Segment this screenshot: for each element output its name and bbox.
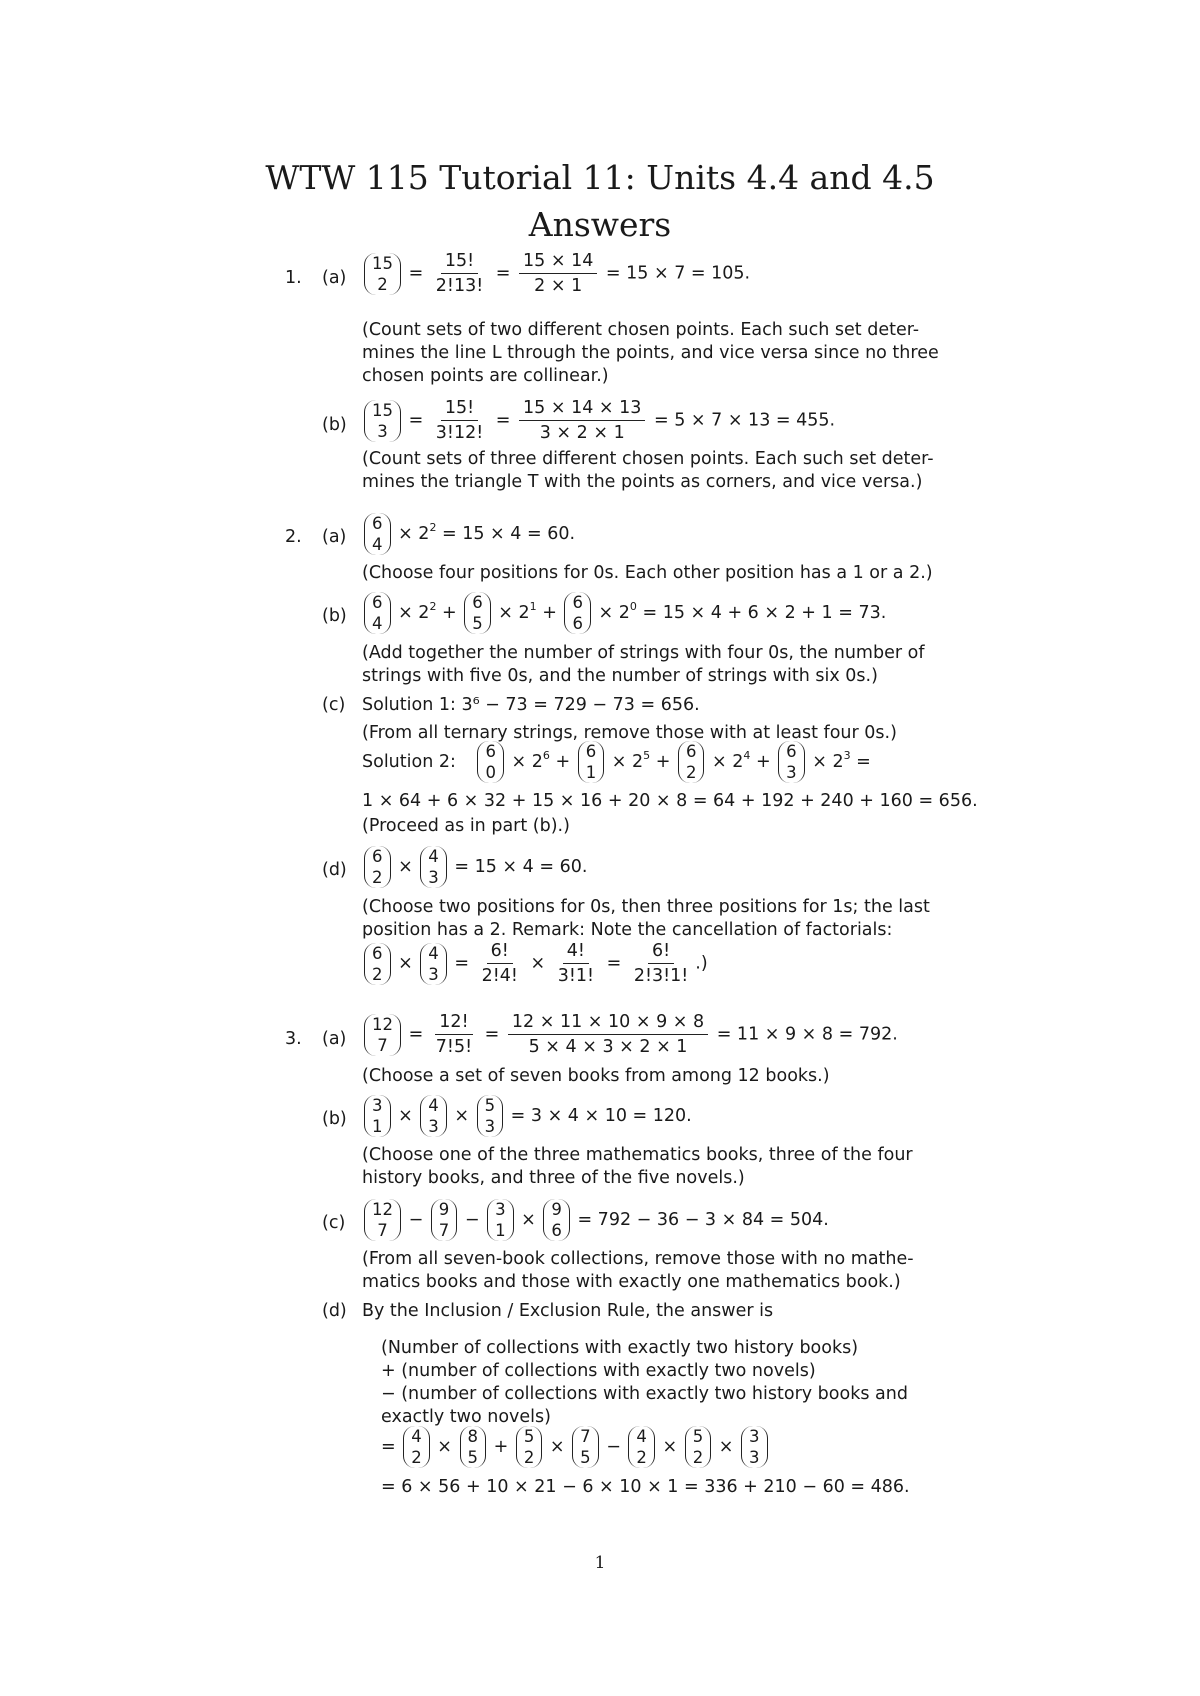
q3c-formula: 12 7 − 9 7 − 3 1 × 9 6 = 792 − 36 − 3 × 84 = 504. <box>362 1199 829 1241</box>
page-number: 1 <box>594 1553 606 1573</box>
binomial: 7 5 <box>572 1426 599 1468</box>
fraction: $\frac{4!}{3!1!}$ <box>557 941 595 986</box>
q1b-formula: 15 3 = $\frac{15!}{3!12!}$ = $\frac{15 \times 14 \times 13}{3 \times 2 \times 1}$ = 5 × 7 × 13 = 455. <box>362 397 835 444</box>
fraction: $\frac{15 \times 14 \times 13}{3 \times 2 \times 1}$ <box>519 397 645 444</box>
binomial: 8 5 <box>460 1426 487 1468</box>
binomial: 6 2 <box>364 943 391 985</box>
binomial: 3 1 <box>487 1199 514 1241</box>
fraction: $\frac{12!}{7!5!}$ <box>435 1012 473 1057</box>
binomial: 5 2 <box>685 1426 712 1468</box>
fraction: $\frac{15!}{3!12!}$ <box>435 398 484 443</box>
comment-line: (Count sets of two different chosen points. Each such set deter- <box>362 320 920 340</box>
solution-label: Solution 2: <box>362 752 456 772</box>
binomial: 6 1 <box>578 741 605 783</box>
binomial: 4 3 <box>420 943 447 985</box>
q1a-formula: 15 2 = $\frac{15!}{2!13!}$ = $\frac{15 \times 14}{2 \times 1}$ = 15 × 7 = 105. <box>362 250 750 297</box>
q2d-remark-formula: 6 2 × 4 3 = $\frac{6!}{2!4!}$ × $\frac{4!}{3!1!}$ = $\frac{6!}{2!3!1!}$ .) <box>362 940 708 987</box>
binomial: 12 7 <box>364 1014 401 1056</box>
binomial: 4 2 <box>628 1426 655 1468</box>
comment-line: (Proceed as in part (b).) <box>362 816 570 836</box>
q2d-formula: 6 2 × 4 3 = 15 × 4 = 60. <box>362 846 587 888</box>
derivation-line: − (number of collections with exactly two history books and <box>381 1384 908 1404</box>
binomial: 3 1 <box>364 1095 391 1137</box>
comment-line: (From all ternary strings, remove those with at least four 0s.) <box>362 723 897 743</box>
binomial: 9 6 <box>543 1199 570 1241</box>
binomial: 6 4 <box>364 513 391 555</box>
binomial: 6 5 <box>464 592 491 634</box>
binomial: 3 3 <box>741 1426 768 1468</box>
derivation-result: = 6 × 56 + 10 × 21 − 6 × 10 × 1 = 336 + 210 − 60 = 486. <box>381 1477 910 1497</box>
binomial: 6 0 <box>477 741 504 783</box>
comment-line: (Choose four positions for 0s. Each other position has a 1 or a 2.) <box>362 563 933 583</box>
derivation-line: exactly two novels) <box>381 1407 551 1427</box>
part-label: (b) <box>322 415 347 435</box>
fraction: $\frac{15!}{2!13!}$ <box>435 251 484 296</box>
derivation-line: (Number of collections with exactly two history books) <box>381 1338 859 1358</box>
binomial: 6 4 <box>364 592 391 634</box>
comment-line: history books, and three of the five novels.) <box>362 1168 745 1188</box>
binomial: 4 2 <box>403 1426 430 1468</box>
solution-line <box>362 693 700 717</box>
part-label: (a) <box>322 268 347 288</box>
part-label: (b) <box>322 1109 347 1129</box>
fraction: $\frac{6!}{2!4!}$ <box>481 941 518 986</box>
binomial: 12 7 <box>364 1199 401 1241</box>
binomial: 9 7 <box>431 1199 458 1241</box>
solution-label: Solution 1: <box>362 695 456 715</box>
binomial: 15 3 <box>364 400 401 442</box>
page-title: WTW 115 Tutorial 11: Units 4.4 and 4.5 <box>265 158 935 197</box>
binomial: 6 3 <box>778 741 805 783</box>
binomial: 4 3 <box>420 846 447 888</box>
comment-line: position has a 2. Remark: Note the cancellation of factorials: <box>362 920 893 940</box>
comment-line: strings with five 0s, and the number of strings with six 0s.) <box>362 666 878 686</box>
binomial: 5 2 <box>516 1426 543 1468</box>
binomial: 6 6 <box>564 592 591 634</box>
math-line: 1 × 64 + 6 × 32 + 15 × 16 + 20 × 8 = 64 + 192 + 240 + 160 = 656. <box>362 791 978 811</box>
comment-line: (Choose one of the three mathematics books, three of the four <box>362 1145 913 1165</box>
part-label: (d) <box>322 860 347 880</box>
page-subtitle: Answers <box>528 205 672 244</box>
binomial: 5 3 <box>477 1095 504 1137</box>
part-label: (b) <box>322 606 347 626</box>
part-label: (c) <box>322 1213 346 1233</box>
q2c-formula: Solution 2: 6 0 × $2^6$ + 6 1 × $2^5$ + 6 2 × $2^4$ + 6 3 × $2^3$ = <box>362 742 871 782</box>
comment-line: (Choose two positions for 0s, then three positions for 1s; the last <box>362 897 930 917</box>
fraction: $\frac{12 \times 11 \times 10 \times 9 \times 8}{5 \times 4 \times 3 \times 2 \times 1}$ <box>508 1011 708 1058</box>
comment-line: matics books and those with exactly one mathematics book.) <box>362 1272 901 1292</box>
binomial: 6 2 <box>364 846 391 888</box>
q3a-formula: 12 7 = $\frac{12!}{7!5!}$ = $\frac{12 \times 11 \times 10 \times 9 \times 8}{5 \times 4 \times 3 \times 2 \times 1}$ = 11 × 9 × 8 = 792. <box>362 1011 898 1058</box>
binomial: 4 3 <box>420 1095 447 1137</box>
q3d-formula: = 4 2 × 8 5 + 5 2 × 7 5 − 4 2 × 5 2 × 3 3 <box>381 1426 770 1468</box>
comment-line: mines the line L through the points, and vice versa since no three <box>362 343 939 363</box>
solution-expression: 3⁶ − 73 = 729 − 73 = 656. <box>461 695 700 715</box>
comment-line: (From all seven-book collections, remove those with no mathe- <box>362 1249 914 1269</box>
question-number: 1. <box>285 268 302 288</box>
question-number: 3. <box>285 1029 302 1049</box>
q2a-formula: 6 4 × $2^2 = 15 \times 4 = 60$. <box>362 513 575 555</box>
part-label: (a) <box>322 1029 347 1049</box>
comment-line: (Add together the number of strings with four 0s, the number of <box>362 643 925 663</box>
binomial: 15 2 <box>364 253 401 295</box>
q2b-formula: 6 4 × $2^2$ + 6 5 × $2^1$ + 6 6 × $2^0 = 15 \times 4 + 6 \times 2 + 1 = 73$. <box>362 592 886 634</box>
fraction: $\frac{15 \times 14}{2 \times 1}$ <box>519 250 597 297</box>
fraction: $\frac{6!}{2!3!1!}$ <box>633 941 689 986</box>
derivation-line: + (number of collections with exactly two novels) <box>381 1361 816 1381</box>
binomial: 6 2 <box>678 741 705 783</box>
part-label: (c) <box>322 695 346 715</box>
comment-line: mines the triangle T with the points as corners, and vice versa.) <box>362 472 923 492</box>
part-label: (a) <box>322 527 347 547</box>
q3b-formula: 3 1 × 4 3 × 5 3 = 3 × 4 × 10 = 120. <box>362 1095 692 1137</box>
part-label: (d) <box>322 1301 347 1321</box>
intro-line: By the Inclusion / Exclusion Rule, the answer is <box>362 1301 774 1321</box>
comment-line: (Count sets of three different chosen points. Each such set deter- <box>362 449 934 469</box>
question-number: 2. <box>285 527 302 547</box>
comment-line: chosen points are collinear.) <box>362 366 609 386</box>
comment-line: (Choose a set of seven books from among 12 books.) <box>362 1066 830 1086</box>
